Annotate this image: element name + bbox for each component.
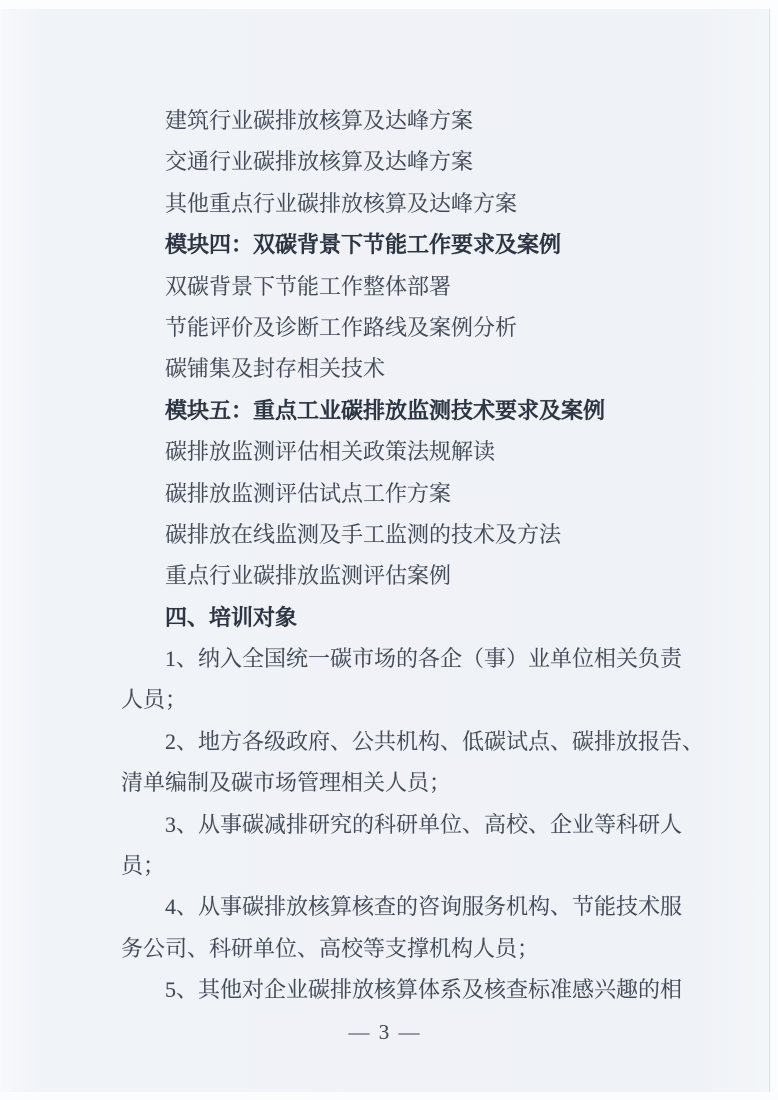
document-body [121,100,705,1011]
paragraph-line: 5、其他对企业碳排放核算体系及核查标准感兴趣的相 [165,977,683,1003]
page-number [0,1020,770,1045]
module-item-line: 建筑行业碳排放核算及达峰方案 [165,108,474,133]
module-item-line: 碳排放监测评估相关政策法规解读 [165,439,496,465]
module-item-line: 交通行业碳排放核算及达峰方案 [165,149,474,175]
paragraph-line: 3、从事碳减排研究的科研单位、高校、企业等科研人 [165,811,683,837]
module-item-line: 碳排放监测评估试点工作方案 [165,480,452,506]
page-number-text: — 3 — [348,1020,422,1044]
paragraph-line: 2、地方各级政府、公共机构、低碳试点、碳排放报告、 [165,728,705,754]
paragraph-line: 务公司、科研单位、高校等支撑机构人员； [121,935,540,961]
module-item-line: 重点行业碳排放监测评估案例 [165,563,452,589]
paragraph-line: 4、从事碳排放核算核查的咨询服务机构、节能技术服 [165,894,683,920]
module-item-line: 节能评价及诊断工作路线及案例分析 [165,314,518,340]
paragraph-line: 1、纳入全国统一碳市场的各企（事）业单位相关负责 [165,646,683,672]
module-item-line: 其他重点行业碳排放核算及达峰方案 [165,190,518,216]
paragraph-line: 人员； [121,687,188,713]
section-heading: 模块四：双碳背景下节能工作要求及案例 [165,232,562,258]
paragraph-line: 清单编制及碳市场管理相关人员； [121,770,452,796]
section-heading: 四、培训对象 [165,604,298,630]
section-heading: 模块五：重点工业碳排放监测技术要求及案例 [165,397,606,423]
paragraph-line: 员； [121,853,166,879]
module-item-line: 碳铺集及封存相关技术 [165,356,386,382]
page-edge-shadow [769,9,770,1092]
module-item-line: 双碳背景下节能工作整体部署 [165,273,452,299]
module-item-line: 碳排放在线监测及手工监测的技术及方法 [165,521,562,547]
